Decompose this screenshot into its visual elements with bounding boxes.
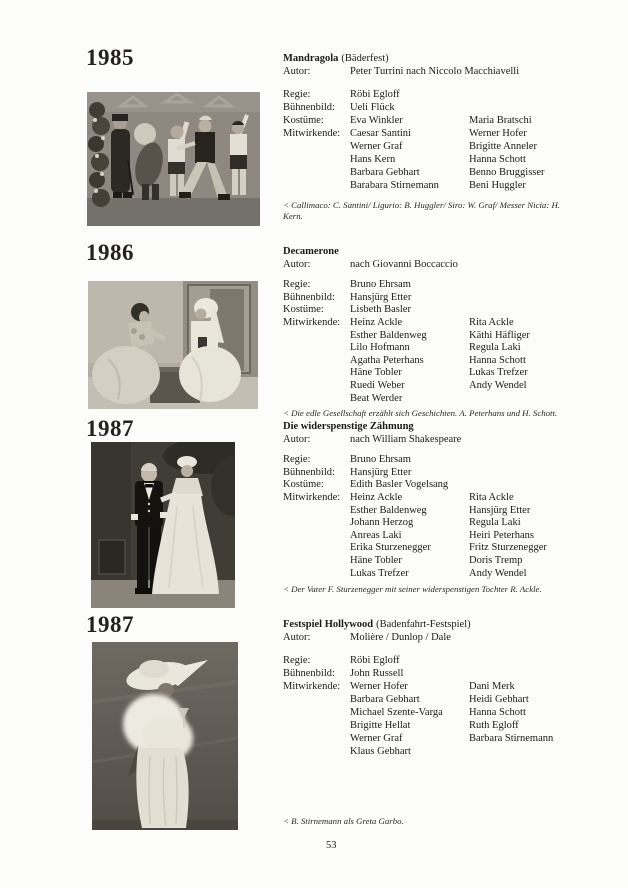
cast-name: Ruth Egloff <box>469 720 519 731</box>
credit-value: Röbi Egloff <box>350 89 400 100</box>
stage-photo-decamerone <box>88 281 258 409</box>
credit-value: nach William Shakespeare <box>350 433 462 445</box>
cast-name: Rita Ackle <box>469 491 514 503</box>
credit-value: Röbi Egloff <box>350 655 400 666</box>
credit-value: Molière / Dunlop / Dale <box>350 632 451 643</box>
cast-name: Rita Ackle <box>469 316 514 328</box>
credit-value: Bruno Ehrsam <box>350 279 411 291</box>
cast-row <box>283 555 585 568</box>
production-title: Mandragola <box>283 53 339 64</box>
credit-label: Kostüme: <box>283 115 324 126</box>
cast-name: Dani Merk <box>469 681 515 692</box>
credit-label: Autor: <box>283 433 311 445</box>
cast-row <box>283 355 585 368</box>
cast-name: Heinz Ackle <box>350 491 403 503</box>
cast-name: Esther Baldenweg <box>350 329 427 341</box>
credit-row <box>283 101 585 114</box>
credit-row <box>283 279 585 292</box>
credit-value: Bruno Ehrsam <box>350 454 411 466</box>
cast-name: Werner Graf <box>350 733 403 744</box>
cast-name: Heidi Gebhart <box>469 694 529 705</box>
cast-row <box>283 568 585 581</box>
credit-row <box>283 114 585 127</box>
credit-label: Bühnenbild: <box>283 668 335 679</box>
cast-name: Esther Baldenweg <box>350 504 427 516</box>
credit-value: Ueli Flück <box>350 102 395 113</box>
cast-name: Hanna Schott <box>469 154 526 165</box>
cast-row <box>283 517 585 530</box>
cast-name: Heinz Ackle <box>350 316 403 328</box>
cast-row <box>283 140 585 153</box>
cast-row <box>283 732 585 745</box>
page-number: 53 <box>326 840 337 851</box>
credit-label: Mitwirkende: <box>283 491 341 503</box>
photo-caption: < Der Vater F. Sturzenegger mit seiner widerspenstigen Tochter R. Ackle. <box>283 584 542 594</box>
credit-label: Regie: <box>283 655 311 666</box>
cast-name: Lilo Hofmann <box>350 342 410 354</box>
credit-row <box>283 654 585 667</box>
cast-name: Brigitte Anneler <box>469 141 537 152</box>
cast-name: Häne Tobler <box>350 554 402 566</box>
cast-name: Regula Laki <box>469 517 521 529</box>
cast-name: Werner Graf <box>350 141 403 152</box>
production-subtitle: (Bäderfest) <box>341 53 389 64</box>
cast-row <box>283 745 585 758</box>
credit-row <box>283 631 585 644</box>
year-heading: 1987 <box>86 416 134 441</box>
credit-label: Kostüme: <box>283 479 324 491</box>
photo-caption: < Die edle Gesellschaft erzählt sich Geschichten. A. Peterhans und H. Schott. <box>283 408 558 418</box>
cast-name: Barbara Stirnemann <box>469 733 554 744</box>
production-details <box>283 618 585 758</box>
cast-name: Fritz Sturzenegger <box>469 542 547 554</box>
credit-label: Autor: <box>283 66 311 77</box>
cast-name: Beat Werder <box>350 392 403 404</box>
cast-name: Lukas Trefzer <box>469 367 528 379</box>
cast-row <box>283 179 585 192</box>
credit-value: Peter Turrini nach Niccolo Macchiavelli <box>350 66 520 77</box>
cast-name: Maria Bratschi <box>469 115 532 126</box>
credit-label: Regie: <box>283 89 311 100</box>
cast-row <box>283 693 585 706</box>
credit-value: Lisbeth Basler <box>350 304 411 316</box>
cast-name: Werner Hofer <box>350 681 408 692</box>
production-title: Die widerspenstige Zähmung <box>283 421 414 432</box>
credit-row <box>283 304 585 317</box>
cast-name: Doris Tremp <box>469 554 523 566</box>
cast-name: Brigitte Hellat <box>350 720 411 731</box>
production-subtitle: (Badenfahrt-Festspiel) <box>376 619 471 630</box>
photo-caption: < B. Stirnemann als Greta Garbo. <box>283 816 404 826</box>
cast-name: Andy Wendel <box>469 567 527 579</box>
credit-row <box>283 88 585 101</box>
credit-label: Mitwirkende: <box>283 316 341 328</box>
cast-name: Barbara Gebhart <box>350 167 420 178</box>
credit-value: nach Giovanni Boccaccio <box>350 258 458 270</box>
cast-row <box>283 492 585 505</box>
credit-label: Mitwirkende: <box>283 681 341 692</box>
cast-name: Heiri Peterhans <box>469 529 535 541</box>
credit-value: Hansjürg Etter <box>350 291 412 303</box>
cast-name: Hansjürg Etter <box>469 504 531 516</box>
credit-label: Kostüme: <box>283 304 324 316</box>
cast-row <box>283 342 585 355</box>
cast-name: Häne Tobler <box>350 367 402 379</box>
cast-row <box>283 166 585 179</box>
cast-row <box>283 719 585 732</box>
cast-row <box>283 127 585 140</box>
cast-name: Klaus Gebhart <box>350 746 411 757</box>
credit-row <box>283 667 585 680</box>
credit-label: Bühnenbild: <box>283 291 335 303</box>
credit-row <box>283 65 585 78</box>
credit-row <box>283 292 585 305</box>
cast-row <box>283 317 585 330</box>
production-details <box>283 246 585 405</box>
credit-value: John Russell <box>350 668 404 679</box>
cast-name: Agatha Peterhans <box>350 354 424 366</box>
credit-label: Bühnenbild: <box>283 466 335 478</box>
cast-name: Lukas Trefzer <box>350 567 409 579</box>
credit-value: Hansjürg Etter <box>350 466 412 478</box>
cast-name: Käthi Häfliger <box>469 329 530 341</box>
cast-name: Michael Szente-Varga <box>350 707 443 718</box>
cast-name: Hans Kern <box>350 154 396 165</box>
credit-row <box>283 434 585 447</box>
production-details <box>283 52 585 192</box>
cast-name: Beni Huggler <box>469 180 526 191</box>
cast-row <box>283 542 585 555</box>
cast-name: Erika Sturzenegger <box>350 542 431 554</box>
cast-name: Hanna Schott <box>469 707 526 718</box>
cast-row <box>283 153 585 166</box>
credit-row <box>283 259 585 272</box>
credit-label: Regie: <box>283 454 311 466</box>
cast-name: Anreas Laki <box>350 529 402 541</box>
production-title: Decamerone <box>283 246 339 257</box>
cast-name: Barbara Gebhart <box>350 694 420 705</box>
credit-row <box>283 454 585 467</box>
cast-row <box>283 530 585 543</box>
cast-name: Andy Wendel <box>469 379 527 391</box>
stage-photo-hollywood <box>92 642 238 830</box>
cast-name: Werner Hofer <box>469 128 527 139</box>
year-heading: 1987 <box>86 612 134 637</box>
cast-name: Barabara Stirnemann <box>350 180 439 191</box>
year-heading: 1986 <box>86 240 134 265</box>
cast-name: Caesar Santini <box>350 128 411 139</box>
credit-label: Autor: <box>283 632 311 643</box>
stage-photo-mandragola <box>87 92 260 226</box>
credit-label: Mitwirkende: <box>283 128 341 139</box>
cast-name: Eva Winkler <box>350 115 403 126</box>
cast-row <box>283 680 585 693</box>
cast-row <box>283 505 585 518</box>
cast-name: Johann Herzog <box>350 517 414 529</box>
credit-value: Edith Basler Vogelsang <box>350 479 449 491</box>
cast-name: Ruedi Weber <box>350 379 405 391</box>
credit-row <box>283 467 585 480</box>
cast-row <box>283 367 585 380</box>
credit-row <box>283 479 585 492</box>
cast-row <box>283 330 585 343</box>
cast-name: Regula Laki <box>469 342 521 354</box>
production-title: Festspiel Hollywood <box>283 619 374 630</box>
credit-label: Bühnenbild: <box>283 102 335 113</box>
credit-label: Regie: <box>283 279 311 291</box>
credit-label: Autor: <box>283 258 311 270</box>
cast-row <box>283 380 585 393</box>
cast-name: Benno Bruggisser <box>469 167 545 178</box>
cast-name: Hanna Schott <box>469 354 526 366</box>
stage-photo-zaehmung <box>91 442 235 608</box>
production-details <box>283 421 585 580</box>
year-heading: 1985 <box>86 45 134 70</box>
photo-caption: < Callimaco: C. Santini/ Ligurio: B. Huggler/ Siro: W. Graf/ Messer Nicia: H. Kern. <box>283 200 561 221</box>
cast-row <box>283 393 585 406</box>
cast-row <box>283 706 585 719</box>
